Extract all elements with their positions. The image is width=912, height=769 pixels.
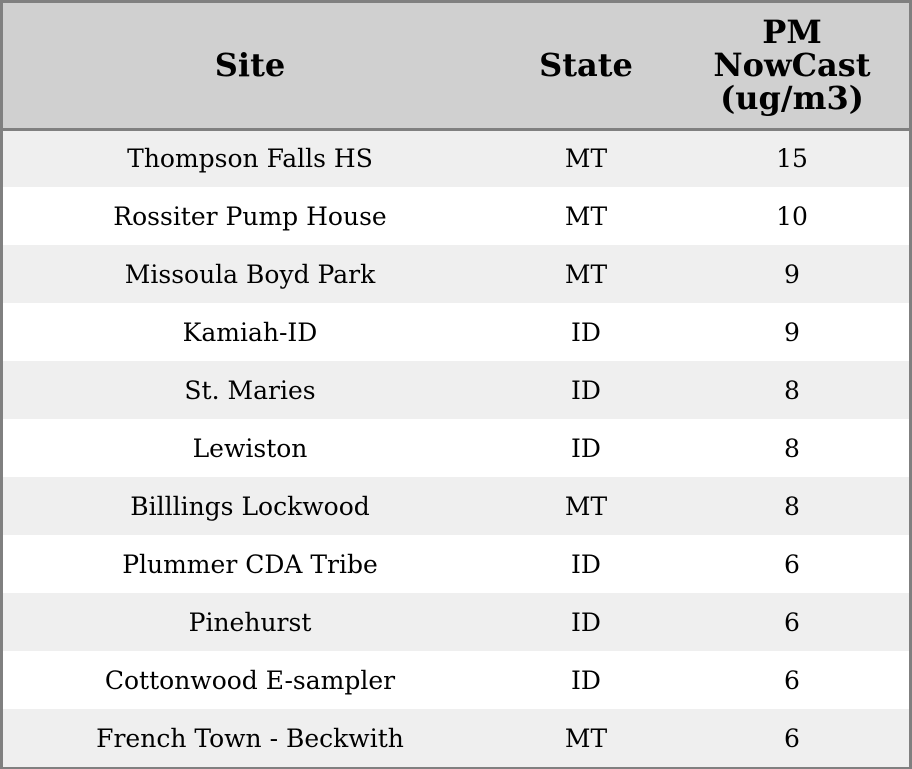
cell-state: ID [571,607,601,637]
cell-pm-nowcast: 6 [784,723,800,753]
header-pm-line-3: (ug/m3) [720,78,864,117]
header-site-label: Site [214,45,286,84]
header-pm-line-2: NowCast [713,45,871,84]
cell-pm-nowcast: 9 [784,317,800,347]
cell-site: Lewiston [192,433,308,463]
cell-state: MT [564,491,608,521]
cell-state: ID [571,549,601,579]
cell-site: Thompson Falls HS [127,144,373,174]
cell-pm-nowcast: 8 [784,375,800,405]
cell-site: Cottonwood E-sampler [104,665,396,695]
cell-site: French Town - Beckwith [96,723,404,753]
cell-state: ID [571,317,601,347]
cell-pm-nowcast: 6 [784,549,800,579]
table-row [3,477,909,535]
cell-state: ID [571,433,601,463]
table-row [3,187,909,245]
header-pm-nowcast [675,3,909,129]
cell-pm-nowcast: 8 [784,433,800,463]
cell-site: Kamiah-ID [182,317,318,347]
table-row [3,419,909,477]
cell-site: Rossiter Pump House [113,201,387,231]
cell-state: MT [564,723,608,753]
cell-state: MT [564,144,608,174]
cell-pm-nowcast: 8 [784,491,800,521]
table-row [3,245,909,303]
cell-pm-nowcast: 6 [784,665,800,695]
cell-site: Billlings Lockwood [130,491,370,521]
cell-state: ID [571,665,601,695]
table-row [3,303,909,361]
table-row [3,129,909,187]
table-row [3,535,909,593]
cell-pm-nowcast: 15 [776,144,808,174]
header-state [497,3,675,129]
table-row [3,651,909,709]
pm-nowcast-table [3,3,909,767]
header-site [3,3,497,129]
cell-site: St. Maries [184,375,316,405]
cell-pm-nowcast: 10 [776,201,808,231]
cell-state: MT [564,259,608,289]
cell-pm-nowcast: 9 [784,259,800,289]
cell-site: Missoula Boyd Park [124,259,376,289]
cell-state: MT [564,201,608,231]
cell-pm-nowcast: 6 [784,607,800,637]
header-pm-line-1: PM [762,12,822,51]
table-header-row [3,3,909,129]
cell-state: ID [571,375,601,405]
cell-site: Plummer CDA Tribe [122,549,378,579]
table-row [3,361,909,419]
table-body [3,129,909,767]
table-row [3,593,909,651]
cell-site: Pinehurst [188,607,312,637]
table-row [3,709,909,767]
header-state-label: State [539,45,633,84]
